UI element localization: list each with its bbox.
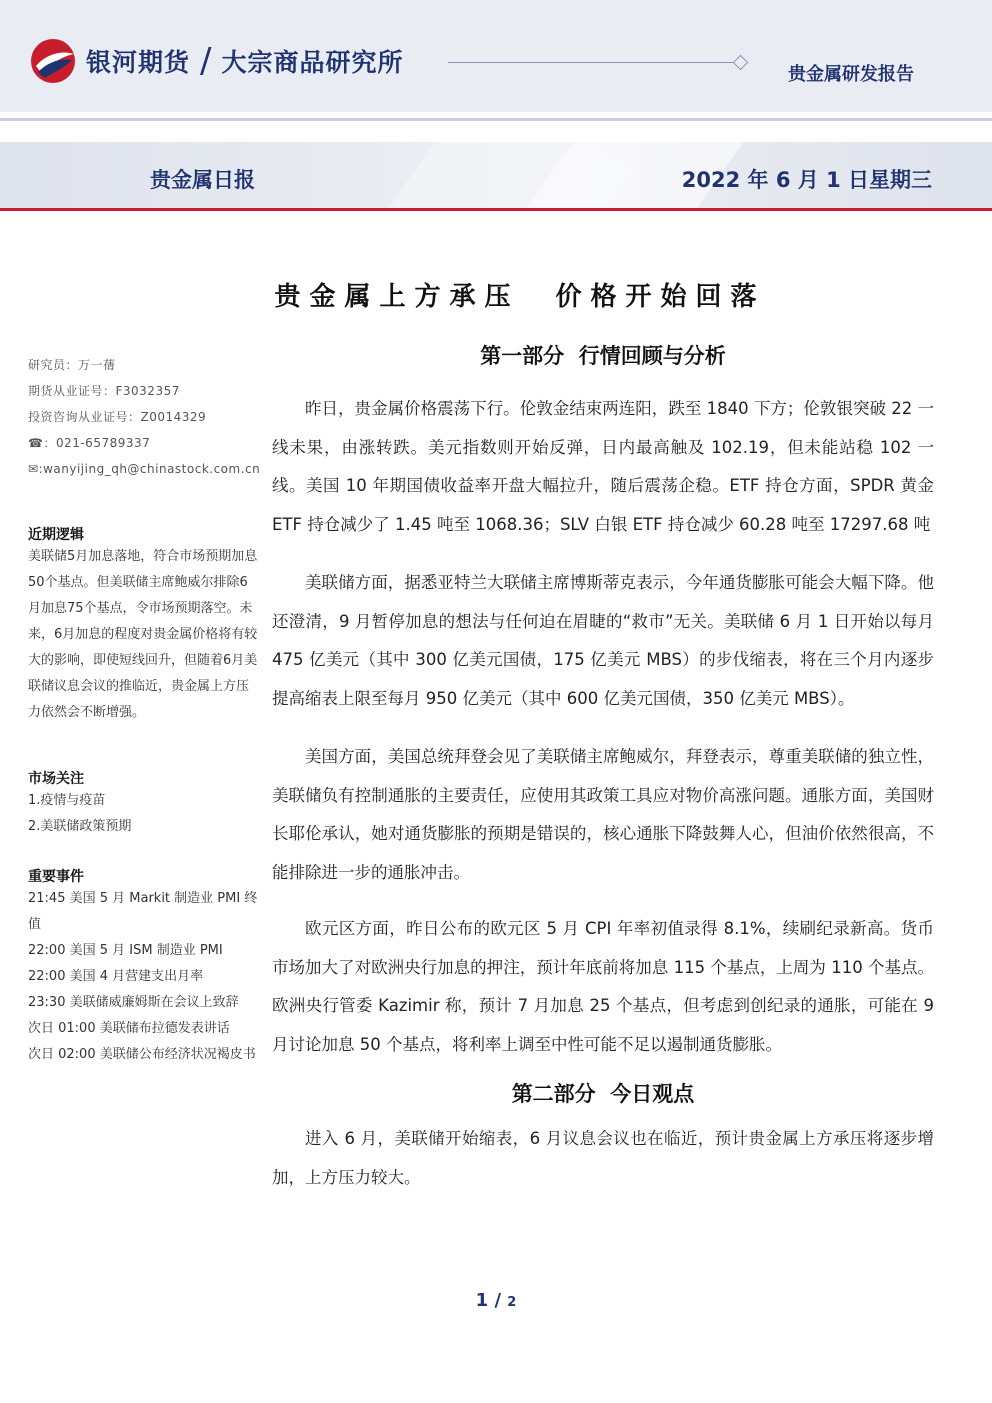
events-heading: 重要事件 — [28, 869, 84, 885]
brand-subtitle: 大宗商品研究所 — [221, 48, 404, 77]
red-divider — [0, 208, 992, 211]
researcher: 研究员：万一蒨 — [28, 358, 116, 372]
logic-heading: 近期逻辑 — [28, 527, 84, 543]
report-type: 贵金属研发报告 — [788, 64, 914, 85]
phone: ☎：021-65789337 — [28, 436, 151, 450]
main-content — [272, 340, 934, 1197]
page-total: 2 — [507, 1295, 517, 1310]
brand-logo — [28, 36, 404, 86]
event-item: 22:00 美国 5 月 ISM 制造业 PMI — [28, 943, 223, 958]
title-band — [0, 142, 992, 208]
main-title: 贵金属上方承压 价格开始回落 — [274, 282, 766, 312]
event-item: 23:30 美联储威廉姆斯在会议上致辞 — [28, 995, 239, 1010]
event-item: 22:00 美国 4 月营建支出月率 — [28, 969, 204, 984]
page-sep: / — [488, 1290, 508, 1311]
page-number — [0, 1290, 992, 1311]
report-date: 2022 年 6 月 1 日星期三 — [681, 168, 932, 192]
focus-item: 2.美联储政策预期 — [28, 819, 132, 834]
logic-text: 美联储5月加息落地，符合市场预期加息50个基点。但美联储主席鲍威尔排除6月加息75个基点，令市场预期落空。未来，6月加息的程度对贵金属价格将有较大的影响，即使短线回升，但随着6月美联储议息会议的推临近，贵金属上方压力依然会不断增强。 — [28, 549, 258, 720]
sidebar — [28, 352, 260, 1068]
galaxy-logo-icon — [28, 36, 78, 86]
event-item: 次日 01:00 美联储布拉德发表讲话 — [28, 1021, 230, 1036]
today-view: 进入 6 月，美联储开始缩表，6 月议息会议也在临近，预计贵金属上方承压将逐步增加，上方压力较大。 — [272, 1129, 934, 1187]
focus-heading: 市场关注 — [28, 771, 84, 787]
event-item: 次日 02:00 美联储公布经济状况褐皮书 — [28, 1047, 256, 1062]
paragraph: 美联储方面，据悉亚特兰大联储主席博斯蒂克表示，今年通货膨胀可能会大幅下降。他还澄清，9 月暂停加息的想法与任何迫在眉睫的“救市”无关。美联储 6 月 1 日开始以每月 475 亿美元（其中 300 亿美元国债，175 亿美元 MBS）的步伐缩表，将在三个月内逐步提高缩表上限至每月 950 亿美元（其中 600 亿美元国债，350 亿美元 MBS）。 — [272, 573, 934, 708]
section1-title: 第一部分 行情回顾与分析 — [480, 344, 726, 368]
section2-title: 第二部分 今日观点 — [511, 1082, 695, 1106]
page-current: 1 — [475, 1290, 489, 1311]
report-title: 贵金属日报 — [150, 168, 255, 192]
event-item: 21:45 美国 5 月 Markit 制造业 PMI 终值 — [28, 891, 258, 932]
futures-cert: 期货从业证号：F3032357 — [28, 384, 180, 398]
brand-slash: / — [200, 41, 212, 81]
header-divider-line — [448, 62, 735, 63]
paragraph: 昨日，贵金属价格震荡下行。伦敦金结束两连阳，跌至 1840 下方；伦敦银突破 22 一线未果，由涨转跌。美元指数则开始反弹，日内最高触及 102.19，但未能站稳 102 一线。美国 10 年期国债收益率开盘大幅拉升，随后震荡企稳。ETF 持仓方面，SPDR 黄金 ETF 持仓减少了 1.45 吨至 1068.36；SLV 白银 ETF 持仓减少 60.28 吨至 17297.68 吨 — [272, 399, 934, 534]
paragraph: 美国方面，美国总统拜登会见了美联储主席鲍威尔，拜登表示，尊重美联储的独立性，美联储负有控制通胀的主要责任，应使用其政策工具应对物价高涨问题。通胀方面，美国财长耶伦承认，她对通货膨胀的预期是错误的，核心通胀下降鼓舞人心，但油价依然很高，不能排除进一步的通胀冲击。 — [272, 747, 934, 882]
email: ✉:wanyijing_qh@chinastock.com.cn — [28, 462, 261, 476]
focus-item: 1.疫情与疫苗 — [28, 793, 106, 808]
invest-cert: 投资咨询从业证号：Z0014329 — [28, 410, 207, 424]
paragraph: 欧元区方面，昨日公布的欧元区 5 月 CPI 年率初值录得 8.1%，续刷纪录新高。货币市场加大了对欧洲央行加息的押注，预计年底前将加息 115 个基点，上周为 110 个基点。欧洲央行管委 Kazimir 称，预计 7 月加息 25 个基点，但考虑到创纪录的通胀，可能在 9 月讨论加息 50 个基点，将利率上调至中性可能不足以遏制通货膨胀。 — [272, 919, 934, 1054]
separator-rule — [0, 118, 992, 121]
brand-name: 银河期货 — [86, 48, 191, 77]
